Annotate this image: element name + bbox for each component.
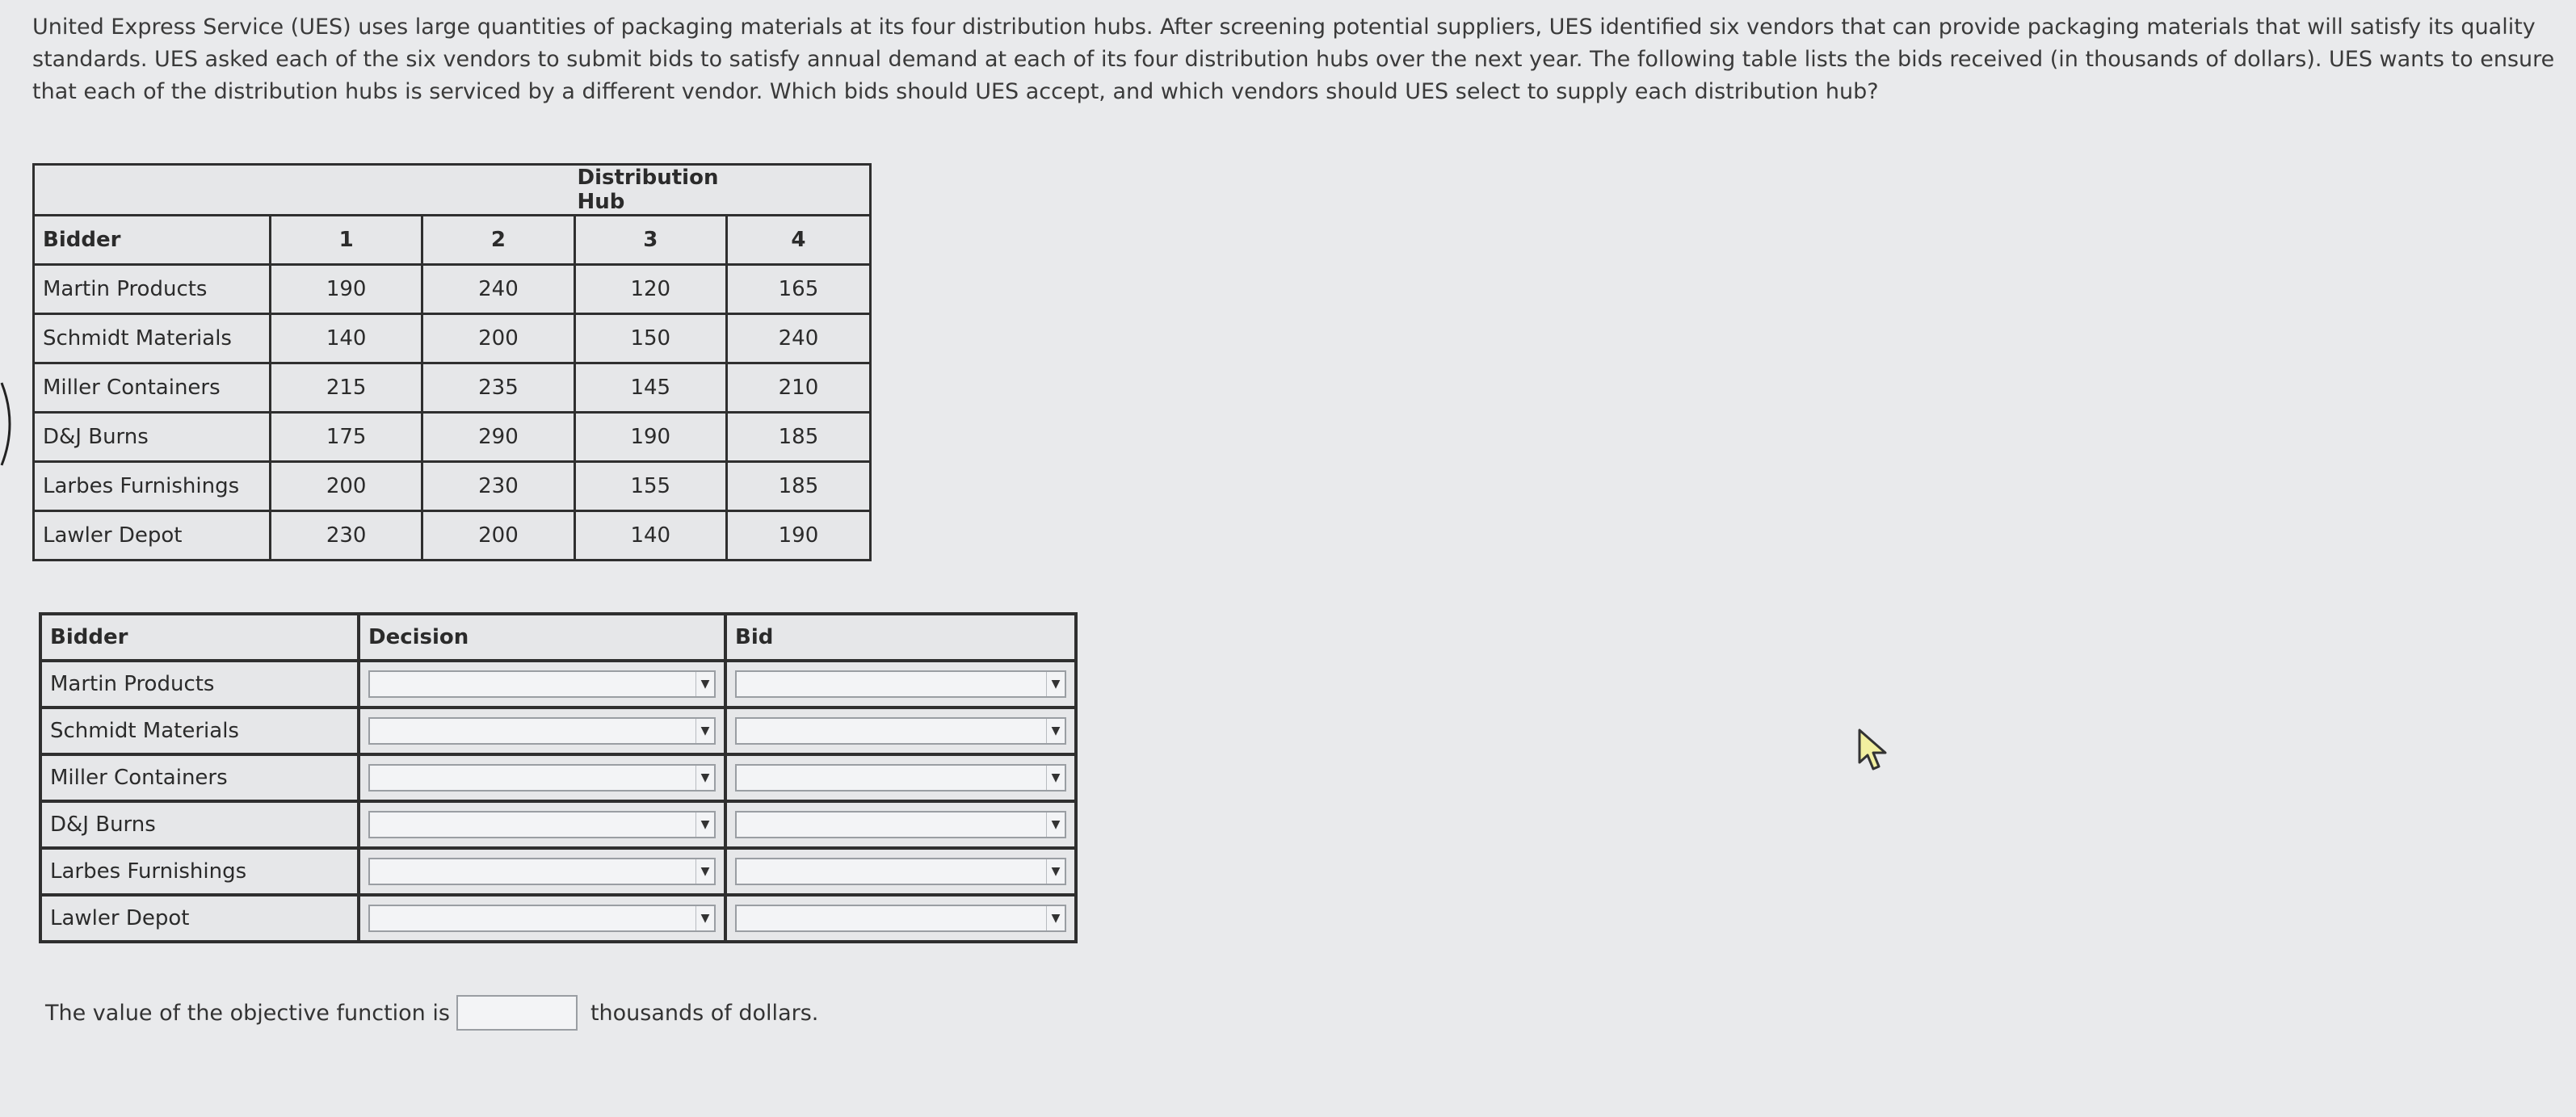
chevron-down-icon[interactable]: ▼ xyxy=(1046,672,1065,696)
mouse-cursor-icon xyxy=(1856,729,1892,772)
decision-select[interactable] xyxy=(368,670,716,698)
bid-header: Bid xyxy=(725,614,1076,661)
bid-value: 190 xyxy=(574,413,726,462)
bid-value: 190 xyxy=(271,265,422,314)
bid-table xyxy=(32,163,872,561)
objective-prefix: The value of the objective function is xyxy=(45,1000,450,1026)
bid-value: 190 xyxy=(726,511,870,561)
bid-value: 240 xyxy=(422,265,574,314)
decision-select[interactable] xyxy=(368,858,716,885)
bid-value: 230 xyxy=(422,462,574,511)
bidder-name: D&J Burns xyxy=(40,801,359,848)
bid-value: 210 xyxy=(726,363,870,413)
decision-header: Decision xyxy=(359,614,725,661)
table-row xyxy=(34,363,871,413)
hub-4-header: 4 xyxy=(726,216,870,265)
chevron-down-icon[interactable]: ▼ xyxy=(1046,859,1065,884)
bid-value: 200 xyxy=(422,314,574,363)
bid-select[interactable] xyxy=(735,670,1066,698)
decision-select[interactable] xyxy=(368,764,716,792)
table-row xyxy=(40,895,1076,942)
bid-select[interactable] xyxy=(735,905,1066,932)
chevron-down-icon[interactable]: ▼ xyxy=(1046,766,1065,790)
bid-select[interactable] xyxy=(735,858,1066,885)
bidder-header: Bidder xyxy=(34,216,271,265)
table-row xyxy=(34,413,871,462)
bidder-name: Miller Containers xyxy=(40,754,359,801)
bidder-name: Martin Products xyxy=(34,265,271,314)
chevron-down-icon[interactable]: ▼ xyxy=(1046,813,1065,837)
bidder-name: Martin Products xyxy=(40,661,359,708)
bid-value: 165 xyxy=(726,265,870,314)
bid-value: 150 xyxy=(574,314,726,363)
bid-value: 140 xyxy=(271,314,422,363)
chevron-down-icon[interactable]: ▼ xyxy=(695,719,714,743)
table-row xyxy=(34,314,871,363)
problem-statement: United Express Service (UES) uses large quantities of packaging materials at its four distribution hubs. After screening potential suppliers, UES identified six vendors that can provide packaging materials that will satisfy its quality standards. UES asked each of the six vendors to submit bids to satisfy annual demand at each of its four distribution hubs over the next year. The following table lists the bids received (in thousands of dollars). UES wants to ensure that each of the distribution hubs is serviced by a different vendor. Which bids should UES accept, and which vendors should UES select to supply each distribution hub? xyxy=(32,15,2555,104)
bid-value: 185 xyxy=(726,462,870,511)
bid-value: 140 xyxy=(574,511,726,561)
bid-select[interactable] xyxy=(735,717,1066,745)
bidder-name: Miller Containers xyxy=(34,363,271,413)
bid-select[interactable] xyxy=(735,811,1066,838)
bid-value: 215 xyxy=(271,363,422,413)
bid-select[interactable] xyxy=(735,764,1066,792)
hub-blank-cell xyxy=(34,165,271,216)
decision-table xyxy=(39,612,1078,943)
objective-line xyxy=(45,995,818,1031)
chevron-down-icon[interactable]: ▼ xyxy=(695,813,714,837)
table-row xyxy=(34,265,871,314)
bid-value: 240 xyxy=(726,314,870,363)
decision-select[interactable] xyxy=(368,811,716,838)
hub-3-header: 3 xyxy=(574,216,726,265)
distribution-hub-header: Distribution Hub xyxy=(271,165,727,216)
chevron-down-icon[interactable]: ▼ xyxy=(695,766,714,790)
bidder-name: D&J Burns xyxy=(34,413,271,462)
bid-value: 145 xyxy=(574,363,726,413)
hub-2-header: 2 xyxy=(422,216,574,265)
bidder-name: Lawler Depot xyxy=(34,511,271,561)
chevron-down-icon[interactable]: ▼ xyxy=(695,672,714,696)
table-row xyxy=(40,708,1076,754)
chevron-down-icon[interactable]: ▼ xyxy=(695,859,714,884)
bidder-name: Larbes Furnishings xyxy=(34,462,271,511)
chevron-down-icon[interactable]: ▼ xyxy=(695,906,714,930)
bidder-name: Schmidt Materials xyxy=(34,314,271,363)
table-row xyxy=(40,754,1076,801)
bid-value: 120 xyxy=(574,265,726,314)
table-row xyxy=(40,801,1076,848)
decision-bidder-header: Bidder xyxy=(40,614,359,661)
bid-value: 230 xyxy=(271,511,422,561)
hub-1-header: 1 xyxy=(271,216,422,265)
bid-value: 200 xyxy=(422,511,574,561)
table-row xyxy=(40,848,1076,895)
bidder-name: Larbes Furnishings xyxy=(40,848,359,895)
bidder-name: Lawler Depot xyxy=(40,895,359,942)
chevron-down-icon[interactable]: ▼ xyxy=(1046,906,1065,930)
bid-value: 185 xyxy=(726,413,870,462)
screen-edge-arc xyxy=(0,380,19,468)
bid-value: 235 xyxy=(422,363,574,413)
decision-select[interactable] xyxy=(368,905,716,932)
bid-value: 290 xyxy=(422,413,574,462)
bid-value: 200 xyxy=(271,462,422,511)
bid-value: 155 xyxy=(574,462,726,511)
bid-value: 175 xyxy=(271,413,422,462)
chevron-down-icon[interactable]: ▼ xyxy=(1046,719,1065,743)
hub-empty-cell xyxy=(726,165,870,216)
decision-select[interactable] xyxy=(368,717,716,745)
bidder-name: Schmidt Materials xyxy=(40,708,359,754)
objective-value-input[interactable] xyxy=(456,995,578,1031)
table-row xyxy=(40,661,1076,708)
table-row xyxy=(34,462,871,511)
table-row xyxy=(34,511,871,561)
objective-suffix: thousands of dollars. xyxy=(590,1000,819,1026)
